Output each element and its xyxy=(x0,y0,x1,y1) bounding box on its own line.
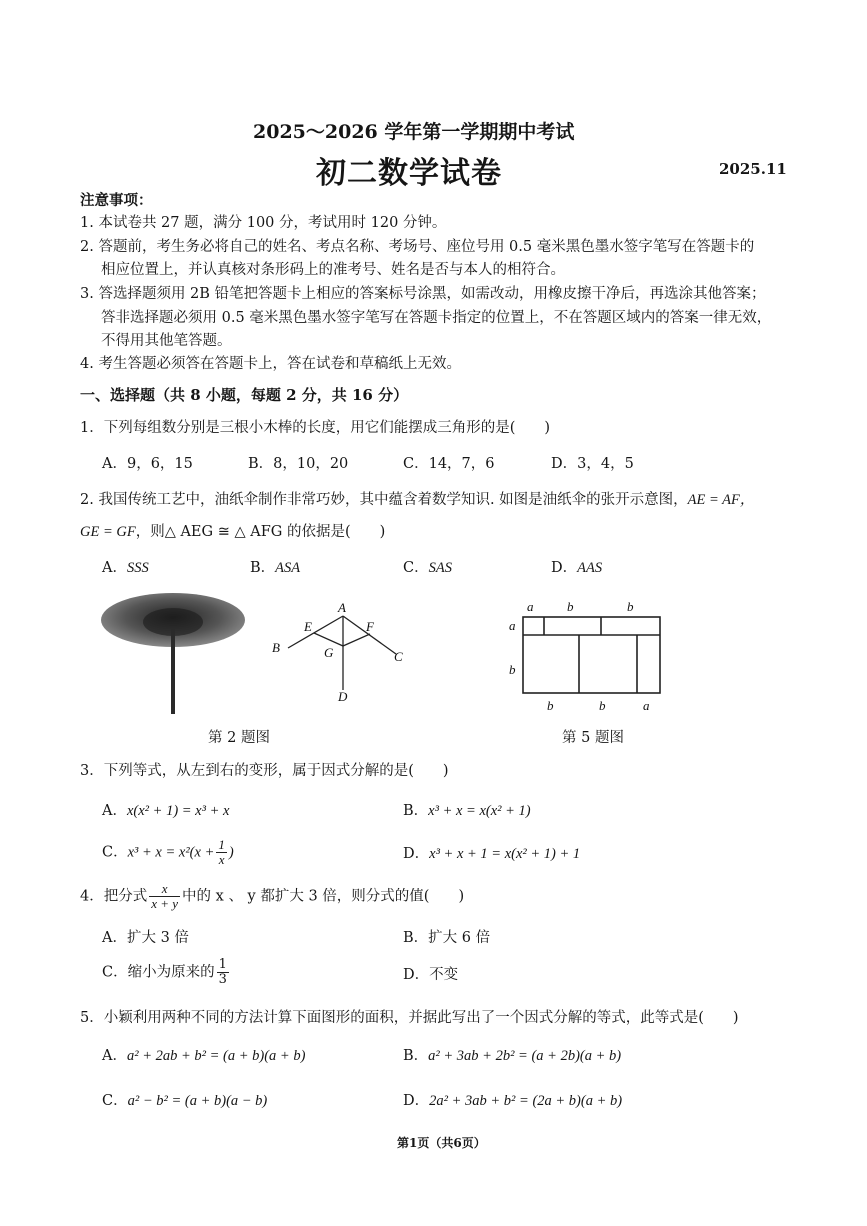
q4-c-frac-num: 1 xyxy=(218,957,227,972)
note-2-cont: 相应位置上，并认真核对条形码上的准考号、姓名是否与本人的相符合。 xyxy=(101,262,565,278)
q1-option-c: C．14，7，6 xyxy=(403,456,495,472)
exam-date: 2025.11 xyxy=(719,160,787,178)
section-heading: 一、选择题（共 8 小题，每题 2 分，共 16 分） xyxy=(80,386,409,404)
q4-option-a: A．扩大 3 倍 xyxy=(102,930,189,946)
q1-stem: 1．下列每组数分别是三根小木棒的长度，用它们能摆成三角形的是( ) xyxy=(80,420,551,436)
q3-c-label: C． xyxy=(102,844,128,861)
q3-c-math: x³ + x = x²(x + xyxy=(127,844,215,861)
q2-stem-line1 xyxy=(80,489,754,511)
q4-c-frac-den: 3 xyxy=(218,972,227,987)
fig2-label-d: D xyxy=(338,689,348,704)
fig2-label-a: A xyxy=(338,602,346,615)
q5-d-math: 2a² + 3ab + b² = (2a + b)(a + b) xyxy=(429,1093,623,1109)
q2-option-b-val: ASA xyxy=(275,560,301,576)
q3-c-frac-num: 1 xyxy=(218,837,225,852)
q4-option-b: B．扩大 6 倍 xyxy=(403,930,491,946)
note-3-cont2: 不得用其他笔答题。 xyxy=(101,333,232,349)
q3-b-math: x³ + x = x(x² + 1) xyxy=(428,803,531,819)
fig2-label-e: E xyxy=(304,619,312,634)
umbrella-diagram xyxy=(268,602,418,712)
fig2-label-g: G xyxy=(324,645,334,660)
q3-option-a xyxy=(102,800,229,822)
q2-option-a-val: SSS xyxy=(126,560,149,576)
q3-option-b xyxy=(403,800,531,822)
q1-option-b: B．8，10，20 xyxy=(248,456,349,472)
fig5-left-b: b xyxy=(509,662,516,677)
q5-b-math: a² + 3ab + 2b² = (a + 2b)(a + b) xyxy=(428,1048,622,1064)
q2-option-b xyxy=(250,557,300,579)
note-1: 1. 本试卷共 27 题，满分 100 分，考试用时 120 分钟。 xyxy=(80,215,447,231)
q5-option-c xyxy=(102,1090,267,1112)
q5-a-math: a² + 2ab + b² = (a + b)(a + b) xyxy=(126,1048,306,1064)
q5-a-label: A． xyxy=(102,1048,127,1064)
q5-d-label: D． xyxy=(403,1093,430,1109)
q2-stem-line2 xyxy=(80,521,385,543)
fig5-bottom-a: a xyxy=(643,698,650,713)
q2-option-d-val: AAS xyxy=(577,560,603,576)
fig2-label-c: C xyxy=(394,649,403,664)
q3-stem: 3．下列等式，从左到右的变形，属于因式分解的是( ) xyxy=(80,763,449,779)
q2-option-c-label: C． xyxy=(403,560,429,576)
q2-option-a xyxy=(102,557,149,579)
q4-stem-post: 中的 x 、 y 都扩大 3 倍，则分式的值( ) xyxy=(182,888,465,905)
q3-a-label: A． xyxy=(102,803,127,819)
note-4: 4. 考生答题必须答在答题卡上，答在试卷和草稿纸上无效。 xyxy=(80,356,461,372)
q3-option-c xyxy=(102,838,234,867)
q2-option-c xyxy=(403,557,452,579)
q2-stem-text2: ，则△ AEG ≅ △ AFG 的依据是( ) xyxy=(135,524,386,540)
q5-c-label: C． xyxy=(102,1093,128,1109)
q1-option-a: A．9，6，15 xyxy=(102,456,193,472)
q4-stem xyxy=(80,882,464,911)
fig5-left-a: a xyxy=(509,618,516,633)
q4-option-c xyxy=(102,958,231,987)
q2-option-d xyxy=(551,557,602,579)
fig5-bottom-b1: b xyxy=(547,698,554,713)
exam-title: 2025～2026 学年第一学期期中考试 xyxy=(253,121,575,143)
fig5-top-a: a xyxy=(527,599,534,614)
note-3: 3. 答选择题须用 2B 铅笔把答题卡上相应的答案标号涂黑，如需改动，用橡皮擦干净后，再选涂其他答案； xyxy=(80,286,766,302)
q4-c-text: C．缩小为原来的 xyxy=(102,964,215,981)
q3-d-label: D． xyxy=(403,846,430,862)
q2-option-a-label: A． xyxy=(102,560,127,576)
notes-heading: 注意事项： xyxy=(80,192,153,209)
umbrella-figure xyxy=(98,588,248,716)
q5-stem: 5．小颖利用两种不同的方法计算下面图形的面积，并据此写出了一个因式分解的等式，此等式是( ) xyxy=(80,1010,739,1026)
fig5-diagram xyxy=(500,598,670,716)
q2-option-b-label: B． xyxy=(250,560,276,576)
q4-frac-den: x + y xyxy=(151,896,179,911)
page-number: 第1页（共6页） xyxy=(397,1136,486,1150)
note-2: 2. 答题前，考生务必将自己的姓名、考点名称、考场号、座位号用 0.5 毫米黑色墨水签字笔写在答题卡的 xyxy=(80,239,755,255)
q4-option-d: D．不变 xyxy=(403,967,459,983)
q3-c-frac-den: x xyxy=(218,852,225,867)
q3-b-label: B． xyxy=(403,803,429,819)
q2-option-d-label: D． xyxy=(551,560,578,576)
fig2-label-b: B xyxy=(272,640,280,655)
q3-a-math: x(x² + 1) = x³ + x xyxy=(126,803,230,819)
q2-stem-math2: GE = GF xyxy=(80,524,136,540)
q1-option-d: D．3，4，5 xyxy=(551,456,634,472)
paper-title: 初二数学试卷 xyxy=(316,156,502,191)
q2-stem-math1: AE = AF， xyxy=(687,492,755,508)
q4-stem-pre: 4．把分式 xyxy=(80,888,148,905)
q3-c-fraction xyxy=(216,838,227,867)
q2-option-c-val: SAS xyxy=(428,560,452,576)
q5-b-label: B． xyxy=(403,1048,429,1064)
q5-option-a xyxy=(102,1045,305,1067)
note-3-cont: 答非选择题必须用 0.5 毫米黑色墨水签字笔写在答题卡指定的位置上，不在答题区域内的答案一律无效， xyxy=(101,310,772,326)
fig5-caption: 第 5 题图 xyxy=(562,730,624,746)
fig5-bottom-b2: b xyxy=(599,698,606,713)
fig2-caption: 第 2 题图 xyxy=(208,730,270,746)
q5-option-d xyxy=(403,1090,622,1112)
fig5-top-b2: b xyxy=(627,599,634,614)
q2-stem-text: 2. 我国传统工艺中，油纸伞制作非常巧妙，其中蕴含着数学知识. 如图是油纸伞的张开示意图， xyxy=(80,492,688,508)
q4-c-fraction xyxy=(217,958,229,987)
q5-c-math: a² − b² = (a + b)(a − b) xyxy=(127,1093,268,1109)
q4-frac-num: x xyxy=(149,882,180,897)
q3-d-math: x³ + x + 1 = x(x² + 1) + 1 xyxy=(429,846,581,862)
q3-c-close: ) xyxy=(228,844,234,861)
fig2-label-f: F xyxy=(366,619,374,634)
q5-option-b xyxy=(403,1045,621,1067)
fig5-top-b1: b xyxy=(567,599,574,614)
q3-option-d xyxy=(403,843,580,865)
q4-fraction xyxy=(149,882,180,911)
